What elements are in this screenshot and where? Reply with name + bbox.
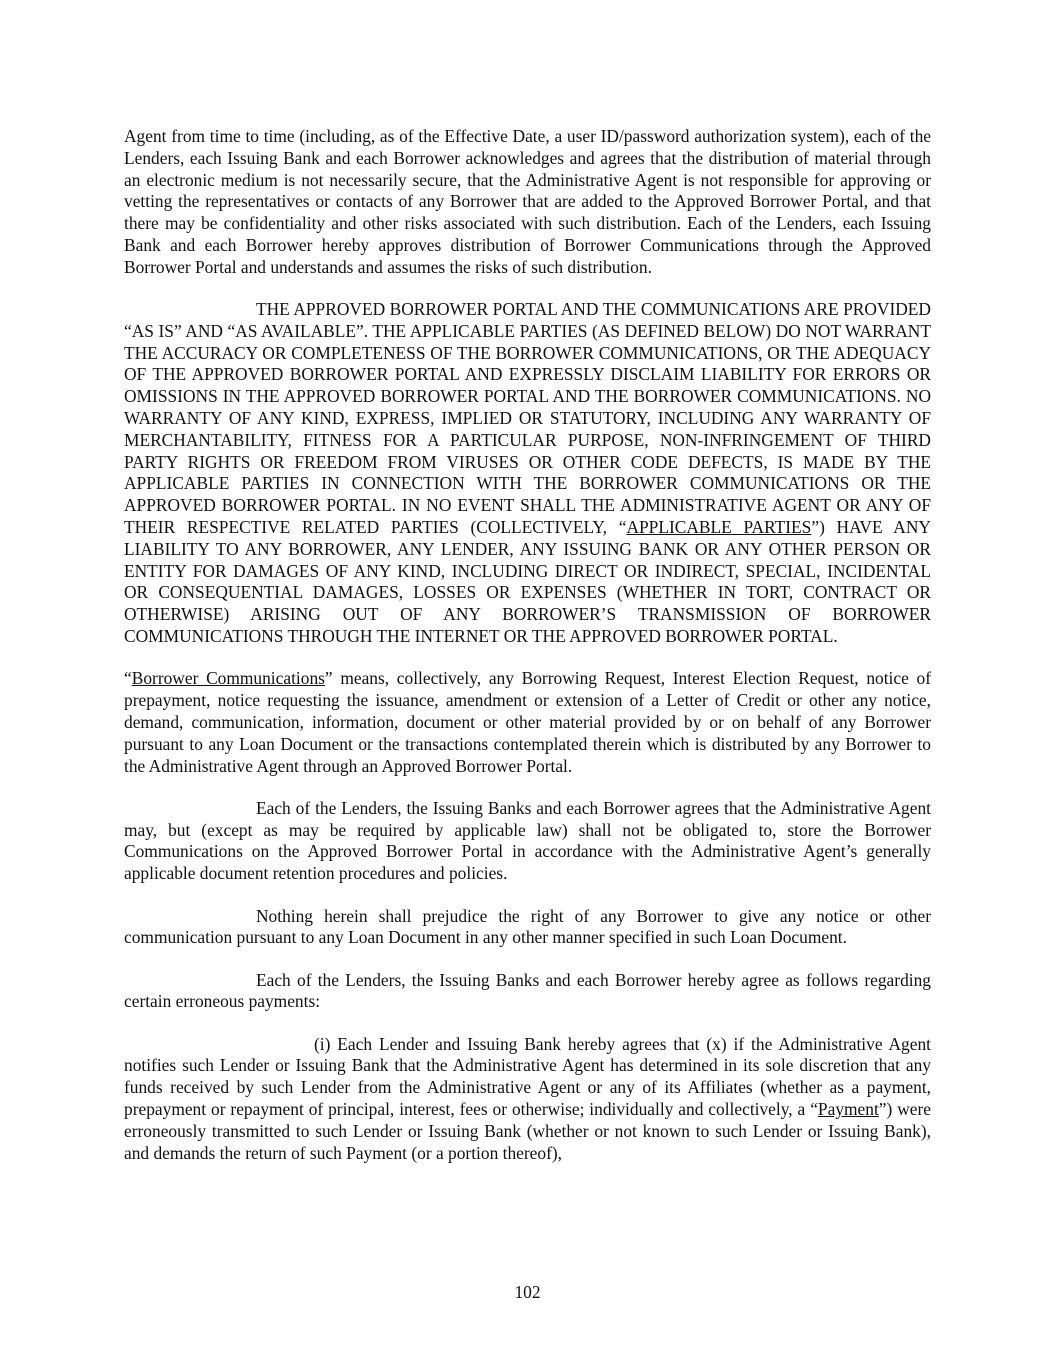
paragraph-storage: Each of the Lenders, the Issuing Banks and each Borrower agrees that the Administrative Agent may, but (except as may be required by applicable law) shall not be obligated to, store the Borrower Communications on the Approved Borrower Portal in accordance with the Administrative Agent’s generally applicable document retention procedures and policies. [124,797,931,884]
defined-term-borrower-communications: Borrower Communications [131,668,325,689]
paragraph-definition-borrower-communications [124,668,931,777]
paragraph-disclaimer [124,299,931,648]
page-number: 102 [514,1282,541,1302]
clause-i-text-a: (i) Each Lender and Issuing Bank hereby agrees that (x) if the Administrative Agent notifies such Lender or Issuing Bank that the Administrative Agent has determined in its sole discretion that any funds received by such Lender from the Administrative Agent or any of its Affiliates (whether as a payment, prepayment or repayment of principal, interest, fees or otherwise; individually and collectively, a “ [124,1033,931,1120]
definition-open-quote: “ [124,668,132,689]
defined-term-applicable-parties: APPLICABLE PARTIES [626,517,812,538]
clause-i-text-b: ”) were erroneously transmitted to such Lender or Issuing Bank (whether or not known to such Lender or Issuing Bank), and demands the return of such Payment (or a portion thereof), [124,1099,931,1163]
paragraph-erroneous-payments-intro: Each of the Lenders, the Issuing Banks and each Borrower hereby agree as follows regarding certain erroneous payments: [124,969,931,1012]
paragraph-notice-rights: Nothing herein shall prejudice the right of any Borrower to give any notice or other communication pursuant to any Loan Document in any other manner specified in such Loan Document. [124,905,931,948]
disclaimer-text-b: ”) HAVE ANY LIABILITY TO ANY BORROWER, ANY LENDER, ANY ISSUING BANK OR ANY OTHER PERSON OR ENTITY FOR DAMAGES OF ANY KIND, INCLUDING DIRECT OR INDIRECT, SPECIAL, INCIDENTAL OR CONSEQUENTIAL DAMAGES, LOSSES OR EXPENSES (WHETHER IN TORT, CONTRACT OR OTHERWISE) ARISING OUT OF ANY BORROWER’S TRANSMISSION OF BORROWER COMMUNICATIONS THROUGH THE INTERNET OR THE APPROVED BORROWER PORTAL. [124,517,931,647]
defined-term-payment: Payment [817,1099,879,1120]
paragraph-continuation: Agent from time to time (including, as of the Effective Date, a user ID/password authorization system), each of the Lenders, each Issuing Bank and each Borrower acknowledges and agrees that the distribution of material through an electronic medium is not necessarily secure, that the Administrative Agent is not responsible for approving or vetting the representatives or contacts of any Borrower that are added to the Approved Borrower Portal, and that there may be confidentiality and other risks associated with such distribution. Each of the Lenders, each Issuing Bank and each Borrower hereby approves distribution of Borrower Communications through the Approved Borrower Portal and understands and assumes the risks of such distribution. [124,126,931,277]
definition-text: ” means, collectively, any Borrowing Request, Interest Election Request, notice of prepayment, notice requesting the issuance, amendment or extension of a Letter of Credit or other any notice, demand, communication, information, document or other material provided by or on behalf of any Borrower pursuant to any Loan Document or the transactions contemplated therein which is distributed by any Borrower to the Administrative Agent through an Approved Borrower Portal. [124,668,931,776]
paragraph-clause-i [124,1034,931,1165]
document-body [124,126,931,1185]
disclaimer-text-a: THE APPROVED BORROWER PORTAL AND THE COMMUNICATIONS ARE PROVIDED “AS IS” AND “AS AVAILABLE”. THE APPLICABLE PARTIES (AS DEFINED BELOW) DO NOT WARRANT THE ACCURACY OR COMPLETENESS OF THE BORROWER COMMUNICATIONS, OR THE ADEQUACY OF THE APPROVED BORROWER PORTAL AND EXPRESSLY DISCLAIM LIABILITY FOR ERRORS OR OMISSIONS IN THE APPROVED BORROWER PORTAL AND THE BORROWER COMMUNICATIONS. NO WARRANTY OF ANY KIND, EXPRESS, IMPLIED OR STATUTORY, INCLUDING ANY WARRANTY OF MERCHANTABILITY, FITNESS FOR A PARTICULAR PURPOSE, NON-INFRINGEMENT OF THIRD PARTY RIGHTS OR FREEDOM FROM VIRUSES OR OTHER CODE DEFECTS, IS MADE BY THE APPLICABLE PARTIES IN CONNECTION WITH THE BORROWER COMMUNICATIONS OR THE APPROVED BORROWER PORTAL. IN NO EVENT SHALL THE ADMINISTRATIVE AGENT OR ANY OF THEIR RESPECTIVE RELATED PARTIES (COLLECTIVELY, “ [124,299,931,538]
